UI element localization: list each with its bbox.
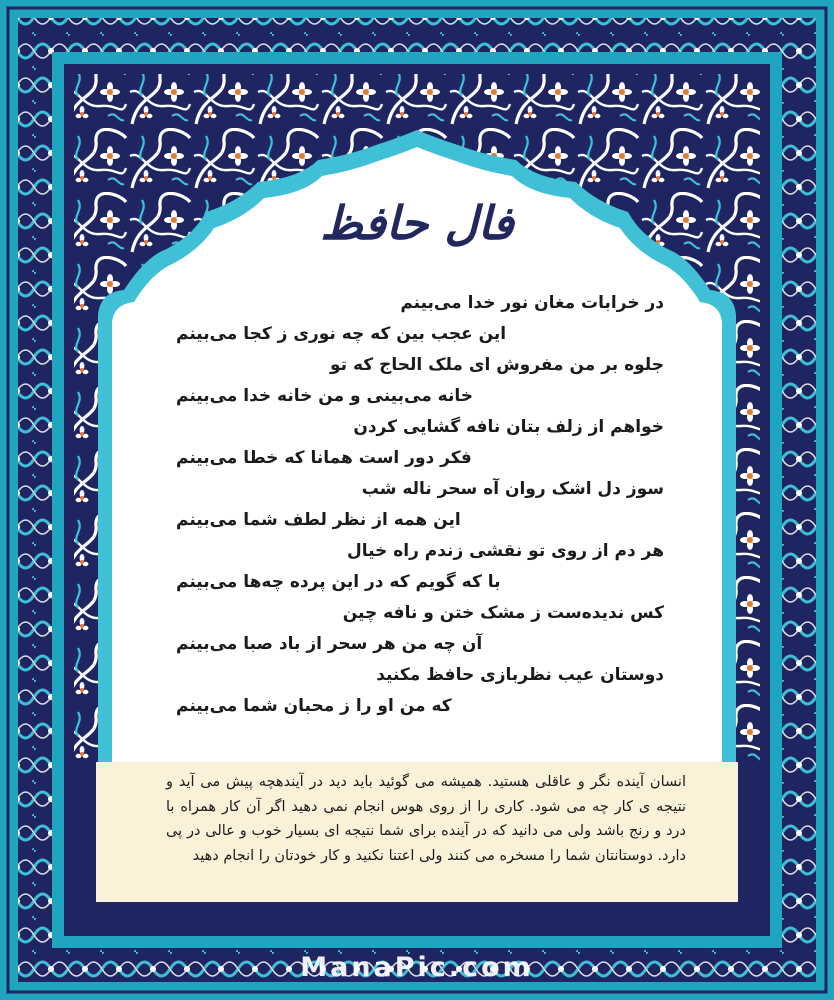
poem-verse: هر دم از روی تو نقشی زندم راه خیال — [346, 541, 664, 561]
page-title: فال حافظ — [320, 196, 514, 250]
poem-verse: با که گویم که در این پرده چه‌ها می‌بینم — [176, 572, 501, 592]
poem-verse: این همه از نظر لطف شما می‌بینم — [176, 510, 461, 530]
poem-verse: در خرابات مغان نور خدا می‌بینم — [400, 293, 664, 313]
poem-verse: خواهم از زلف بتان نافه گشایی کردن — [353, 417, 664, 437]
poem-verse: دوستان عیب نظربازی حافظ مکنید — [376, 665, 664, 685]
poem-verse: سوز دل اشک روان آه سحر ناله شب — [361, 479, 664, 499]
poem — [150, 288, 670, 722]
poem-verse: کس ندیده‌ست ز مشک ختن و نافه چین — [342, 603, 664, 623]
poem-verse: فکر دور است همانا که خطا می‌بینم — [176, 448, 472, 468]
watermark: ManaPic.com — [300, 952, 534, 983]
poem-verse: آن چه من هر سحر از باد صبا می‌بینم — [176, 634, 483, 654]
interpretation-text: انسان آینده نگر و عاقلی هستید. همیشه می گوئید باید دید در آیندهچه پیش می آید و نتیجه ی کار چه می شود. کاری را از روی هوس انجام نمی دهید اگر آن کار همراه با درد و رنج باشد ولی می دانید که در آینده برای شما نتیجه ای بسیار خوب و عالی در پی دارد. دوستانتان شما را مسخره می کنند ولی اعتنا نکنید و کار خودتان را انجام دهید — [166, 774, 686, 864]
poem-verse: این عجب بین که چه نوری ز کجا می‌بینم — [176, 324, 507, 344]
poem-verse: خانه می‌بینی و من خانه خدا می‌بینم — [176, 386, 473, 406]
poem-verse: که من او را ز محبان شما می‌بینم — [176, 696, 452, 716]
poem-verse: جلوه بر من مفروش ای ملک الحاج که تو — [330, 355, 664, 375]
